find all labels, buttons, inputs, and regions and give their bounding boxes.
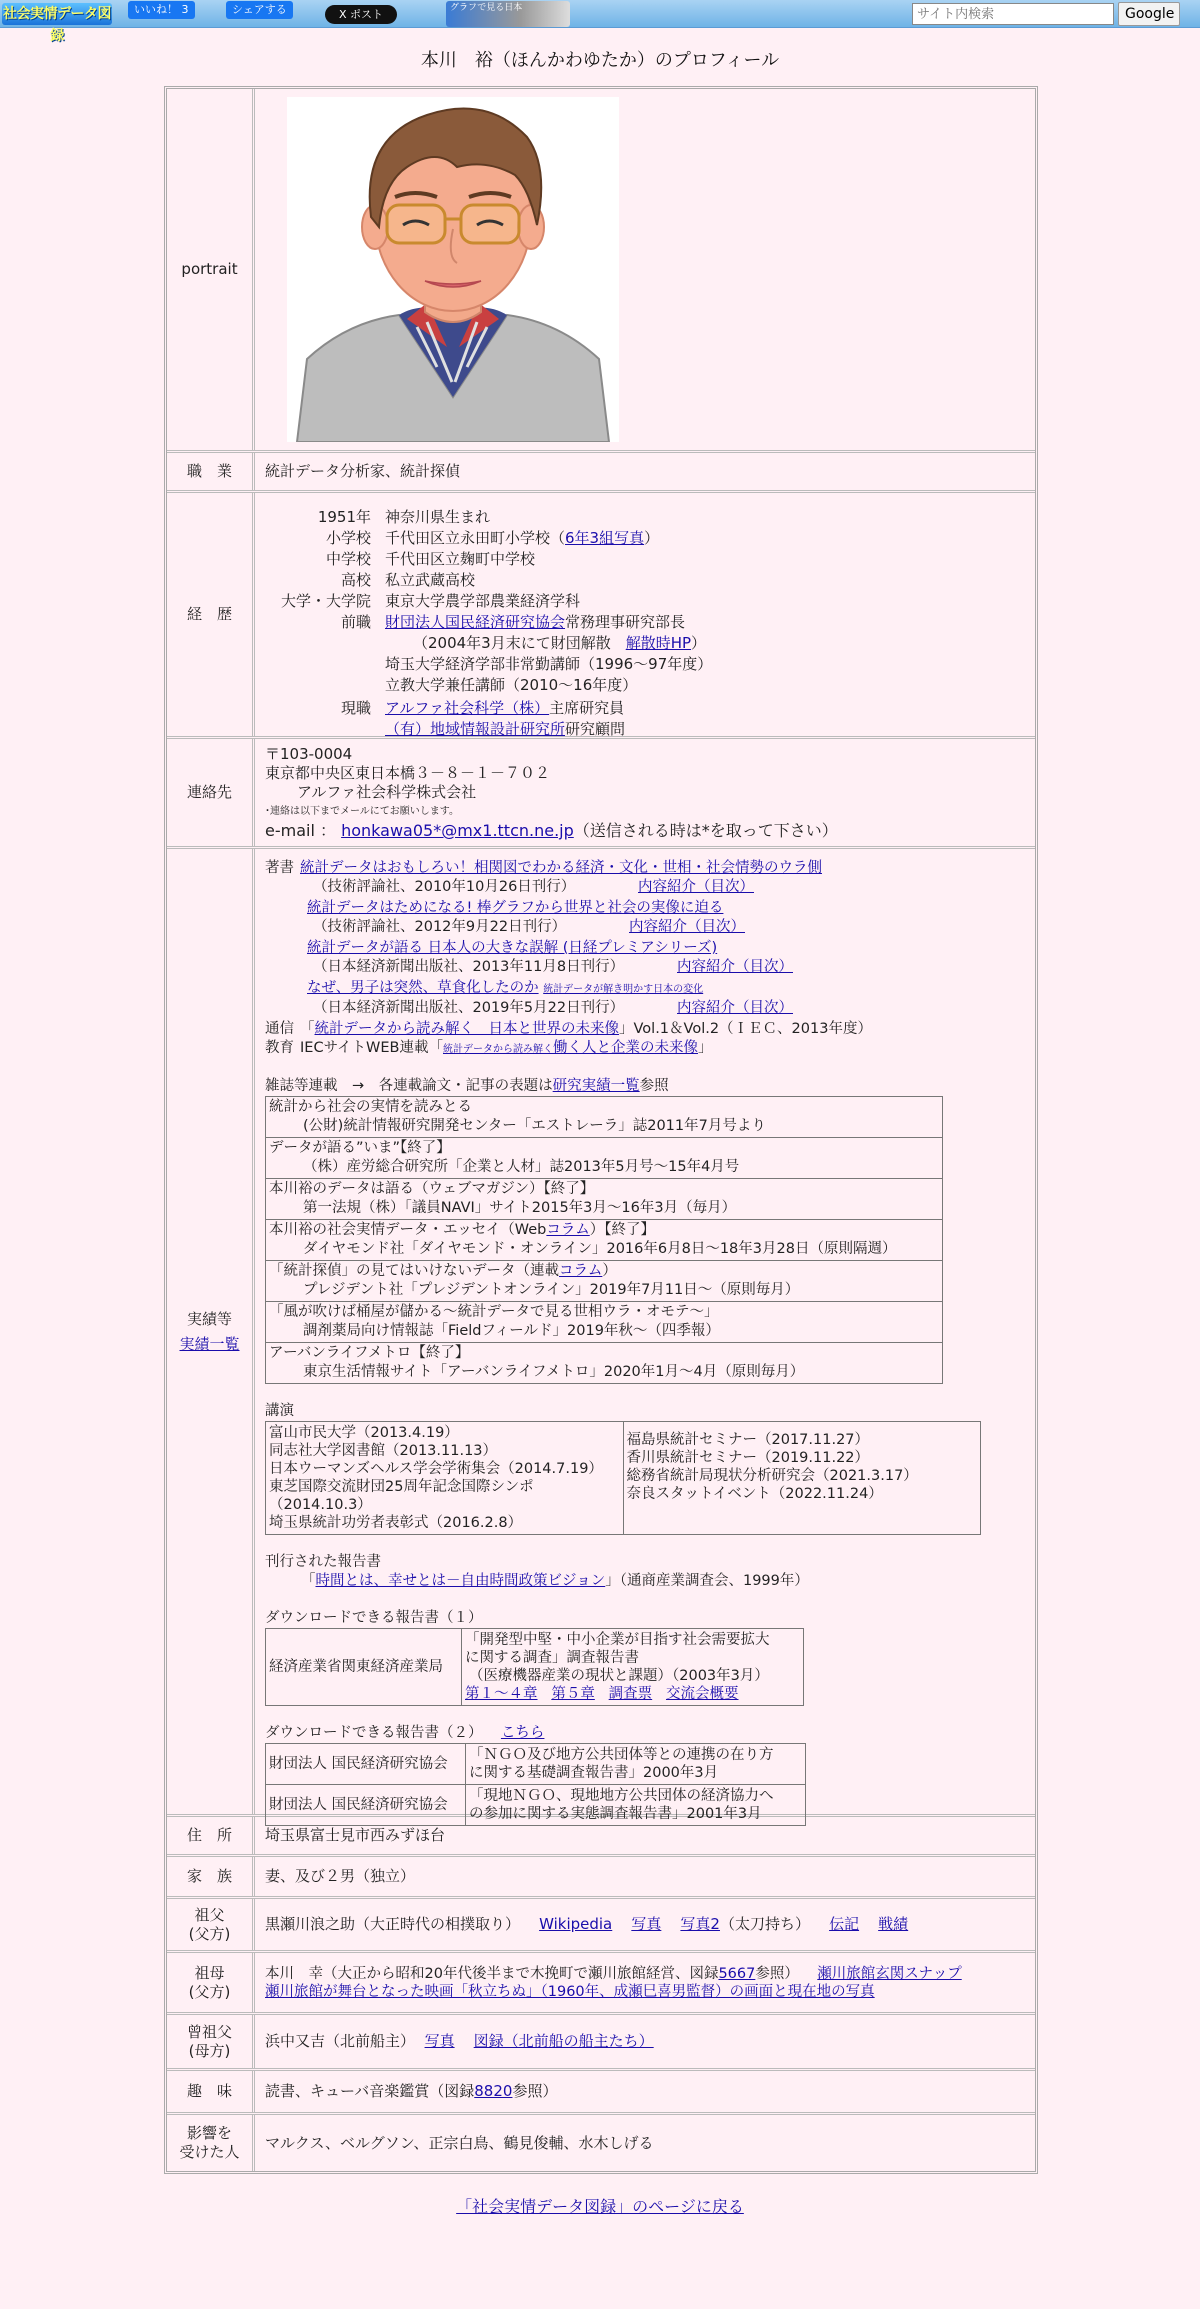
dl2-org: 財団法人 国民経済研究協会 — [266, 1744, 466, 1785]
dl1-questionnaire-link[interactable]: 調査票 — [608, 1686, 653, 1702]
record-link[interactable]: 戦績 — [878, 1915, 909, 1933]
chart-5667-link[interactable]: 5667 — [718, 1965, 756, 1982]
dl1-org: 経済産業省関東経済産業局 — [266, 1629, 462, 1706]
report-header: 刊行された報告書 — [265, 1554, 381, 1570]
career-value: 東京大学農学部農業経済学科 — [385, 592, 581, 610]
download1-table: 経済産業省関東経済産業局 「開発型中堅・中小企業が目指す社会需要拡大 に関する調査」調査報告書 （医療機器産業の現状と課題）（2003年3月） 第１～４章 第５章 調査票 交流会概要 — [265, 1628, 804, 1706]
email-link[interactable]: honkawa05*@mx1.ttcn.ne.jp — [341, 821, 574, 840]
book-toc-link[interactable]: 内容紹介（目次） — [677, 959, 793, 975]
row-career — [167, 493, 1035, 739]
career-list — [265, 503, 1025, 744]
segawa-entrance-link[interactable]: 瀬川旅館玄関スナップ — [817, 1965, 962, 1982]
book-2 — [265, 899, 1025, 918]
banner-graph-japan[interactable]: グラフで見る日本 — [446, 1, 570, 27]
lecture-col-right: 福島県統計セミナー（2017.11.27） 香川県統計セミナー（2019.11.22） 総務省統計局現状分析研究会（2021.3.17） 奈良スタットイベント（2022.11.24） — [623, 1422, 981, 1534]
book-title-link[interactable]: 統計データはおもしろい！相関図でわかる経済・文化・世相・社会情勢のウラ側 — [300, 860, 822, 876]
row-address — [167, 1817, 1035, 1857]
career-previous: 財団法人国民経済研究協会常務理事研究部長 （2004年3月末にて財団解散 解散時HP） 埼玉大学経済学部非常勤講師（1996～97年度） 立教大学兼任講師（2010～16年度） — [385, 613, 713, 694]
magazine-item: 本川裕の社会実情データ・エッセイ（Webコラム）【終了】 ダイヤモンド社「ダイヤモンド・オンライン」2016年6月8日～18年3月28日（原則隔週） — [266, 1220, 942, 1261]
book-title-link[interactable]: 統計データが語る 日本人の大きな誤解 (日経プレミアシリーズ) — [307, 940, 718, 956]
row-grandmother — [167, 1953, 1035, 2015]
book-toc-link[interactable]: 内容紹介（目次） — [638, 879, 754, 895]
chart-8820-link[interactable]: 8820 — [474, 2082, 513, 2100]
book-subtitle-link[interactable]: 統計データが解き明かす日本の変化 — [543, 984, 704, 995]
dissolution-hp-link[interactable]: 解散時HP — [625, 634, 692, 652]
book-title-link[interactable]: 統計データはためになる! 棒グラフから世界と社会の実像に迫る — [307, 900, 724, 916]
label-contact: 連絡先 — [167, 739, 255, 846]
dl2-here-link[interactable]: こちら — [500, 1725, 545, 1741]
site-search-input[interactable] — [912, 3, 1114, 25]
row-portrait — [167, 89, 1035, 453]
book-3 — [265, 939, 1025, 958]
career-key: 現職 — [340, 699, 371, 717]
top-bar — [0, 0, 1200, 44]
photo2-link[interactable]: 写真2 — [680, 1915, 720, 1933]
kyoiku-small-link[interactable]: 統計データから読み解く — [443, 1044, 553, 1055]
magazine-item: 「統計探偵」の見てはいけないデータ（連載コラム） プレジデント社「プレジデントオンライン」2019年7月11日～（原則毎月） — [266, 1261, 942, 1302]
row-works: 実績等 実績一覧 著書 統計データはおもしろい！相関図でわかる経済・文化・世相・社会情勢のウラ側 （技術評論社、2010年10月26日刊行） 内容紹介（目次） 統計データはためになる! 棒グラフから世界と社会の実像に迫る （技術評論社、2012年9月22日刊行） 内容紹介（目次） 統計データが語る 日本人の大きな誤解 (日経プレミアシリーズ) （日本経済新聞出版社、2013年11月8日刊行） 内容紹介（目次） なぜ、男子は突然、草食化したのか 統計データが解き明かす日本の変化 （日本経済新聞出版社、2019年5月22日刊行） 内容紹介（目次） 通信 「統計データから読み解く 日本と世界の未来像」Vol.1＆Vol.2（ＩＥＣ、2013年度） 教育 IECサイトWEB連載「統計データから読み解く働く人と企業の未来像」 雑誌等連載 → 各連載論文・記事の表題は研究実績一覧参照 統計から社会の実情を読みとる (公財)統計情報研究開発センター「エストレーラ」誌2011年7月号より データが語る”いま”【終了】 （株）産労総合研究所「企業と人材」誌2013年5月号～15年4月号 本川裕のデータは語る（ウェブマガジン）【終了】 第一法規（株）「議員NAVI」サイト2015年3月～16年3月（毎月） 本川裕の社会実情データ・エッセイ（Webコラム）【終了】 ダイヤモンド社「ダイヤモンド・オンライン」2016年6月8日～18年3月28日（原則隔週） 「統計探偵」の見てはいけないデータ（連載コラム） プレジデント社「プレジデントオンライン」2019年7月11日～（原則毎月） 「風が吹けば桶屋が儲かる～統計データで見る世相ウラ・オモテ～」 調剤薬局向け情報誌「Fieldフィールド」2019年秋～（四季報） アーバンライフメトロ【終了】 東京生活情報サイト「アーバンライフメトロ」2020年1月～4月（原則毎月） 講演 富山市民大学（2013.4.19） 同志社大学図書館（2013.11.13） 日本ウーマンズヘルス学会学術集会（2014.7.19） 東芝国際交流財団25周年記念国際シンポ（2014.10.3） 埼玉県統計功労者表彰式（2016.2.8） 福島県統計セミナー（2017.11.27） 香川県統計セミナー（2019.11.22） 総務省統計局現状分析研究会（2021.3.17） 奈良スタットイベント（2022.11.24） 刊行された報告書 「時間とは、幸せとは－自由時間政策ビジョン」（通商産業調査会、1999年） ダウンロードできる報告書（１） 経済産業省関東経済産業局 「開発型中堅・中小企業が目指す社会需要拡大 に関する調査」調査報告書 （医療機器産業の現状と課題）（2003年3月） 第１～４章 第５章 調査票 交流会概要 ダウンロードできる報告書（２） こちら 財団法人 国民経済研究協会 「ＮＧＯ及び地方公共団体等との連携の在り方 に関する基礎調査報告書」2000年3月 財団法人 国民経済研究協会 「現地ＮＧＯ、現地地方公共団体の経済協力へ の参加に関する実態調査報告書」2001年3月 — [167, 849, 1035, 1817]
label-occupation: 職 業 — [167, 453, 255, 490]
profile-table — [164, 86, 1038, 2174]
works-label-text: 実績等 — [186, 1309, 232, 1328]
row-contact — [167, 739, 1035, 849]
biography-link[interactable]: 伝記 — [829, 1915, 860, 1933]
segawa-movie-link[interactable]: 瀬川旅館が舞台となった映画「秋立ちぬ」（1960年、成瀬巳喜男監督）の画面と現在地の写真 — [265, 1983, 875, 2000]
book-toc-link[interactable]: 内容紹介（目次） — [629, 919, 745, 935]
contact-zip: 〒103-0004 — [265, 745, 353, 763]
magazine-header: 雑誌等連載 → 各連載論文・記事の表題は研究実績一覧参照 — [265, 1078, 669, 1094]
photo-link[interactable]: 写真 — [631, 1915, 662, 1933]
ggf-photo-link[interactable]: 写真 — [424, 2032, 455, 2050]
alpha-social-science-link[interactable]: アルファ社会科学（株） — [385, 699, 550, 717]
lecture-col-left: 富山市民大学（2013.4.19） 同志社大学図書館（2013.11.13） 日本ウーマンズヘルス学会学術集会（2014.7.19） 東芝国際交流財団25周年記念国際シンポ（2014.10.3） 埼玉県統計功労者表彰式（2016.2.8） — [269, 1425, 603, 1531]
book-1: 著書 統計データはおもしろい！相関図でわかる経済・文化・世相・社会情勢のウラ側 — [265, 860, 822, 876]
career-key: 1951年 — [317, 508, 371, 526]
magazine-item: 「風が吹けば桶屋が儲かる～統計データで見る世相ウラ・オモテ～」 調剤薬局向け情報誌「Fieldフィールド」2019年秋～（四季報） — [266, 1302, 942, 1343]
dl1-chapter1-4-link[interactable]: 第１～４章 — [465, 1686, 538, 1702]
influence-value: マルクス、ベルグソン、正宗白鳥、鶴見俊輔、水木しげる — [265, 2133, 654, 2152]
career-value: 私立武蔵高校 — [385, 571, 476, 589]
regional-info-design-link[interactable]: （有）地域情報設計研究所 — [385, 720, 566, 738]
wikipedia-link[interactable]: Wikipedia — [539, 1915, 613, 1933]
career-current: アルファ社会科学（株）主席研究員 （有）地域情報設計研究所研究顧問 — [385, 699, 626, 738]
contact-company: アルファ社会科学株式会社 — [297, 783, 477, 801]
family-value: 妻、及び２男（独立） — [265, 1867, 416, 1885]
row-occupation — [167, 453, 1035, 493]
career-key: 前職 — [340, 613, 371, 631]
portrait-illustration — [287, 97, 619, 442]
download2-header: ダウンロードできる報告書（２） こちら — [265, 1725, 545, 1741]
dl1-exchange-link[interactable]: 交流会概要 — [665, 1686, 739, 1702]
label-career: 経 歴 — [167, 493, 255, 736]
back-to-top-link-wrap — [0, 2194, 1200, 2217]
magazine-list — [265, 1096, 943, 1384]
book-toc-link[interactable]: 内容紹介（目次） — [677, 1000, 793, 1016]
contact-address: 東京都中央区東日本橋３－８－１－７０２ — [265, 764, 551, 782]
class-photo-link[interactable]: 6年3組写真 — [565, 529, 645, 547]
book-4 — [265, 979, 1025, 999]
row-family — [167, 1857, 1035, 1899]
label-hobby: 趣 味 — [167, 2071, 255, 2112]
x-post-button[interactable]: X ポスト — [325, 5, 397, 24]
grandfather-value: 黒瀬川浪之助（大正時代の相撲取り） Wikipedia 写真 写真2（太刀持ち） 伝記 戦績 — [265, 1915, 909, 1933]
kokumin-keizai-link[interactable]: 財団法人国民経済研究協会 — [385, 613, 566, 631]
works-list-link[interactable]: 実績一覧 — [179, 1334, 240, 1353]
tsushin-line: 通信 「統計データから読み解く 日本と世界の未来像」Vol.1＆Vol.2（ＩＥＣ、2013年度） — [265, 1021, 872, 1037]
magazine-item: 統計から社会の実情を読みとる (公財)統計情報研究開発センター「エストレーラ」誌2011年7月号より — [266, 1097, 942, 1138]
occupation-value: 統計データ分析家、統計探偵 — [265, 462, 461, 480]
career-key: 高校 — [340, 571, 371, 589]
kitamae-ship-link[interactable]: 図録（北前船の船主たち） — [473, 2032, 654, 2050]
label-grandmother: 祖母 (父方) — [167, 1953, 255, 2012]
column-link[interactable]: コラム — [546, 1222, 590, 1238]
label-influence: 影響を 受けた人 — [167, 2115, 255, 2171]
facebook-like-button[interactable]: いいね！ 3 — [128, 1, 195, 19]
label-grandfather: 祖父 (父方) — [167, 1899, 255, 1950]
research-list-link[interactable]: 研究実績一覧 — [552, 1078, 640, 1094]
label-family: 家 族 — [167, 1857, 255, 1896]
tsushin-link[interactable]: 統計データから読み解く 日本と世界の未来像 — [314, 1021, 619, 1037]
lecture-list — [265, 1421, 981, 1535]
row-grandfather — [167, 1899, 1035, 1953]
kyoiku-line: 教育 IECサイトWEB連載「統計データから読み解く働く人と企業の未来像」 — [265, 1040, 713, 1056]
address-value: 埼玉県富士見市西みずほ台 — [265, 1826, 446, 1844]
book-title-link[interactable]: なぜ、男子は突然、草食化したのか — [307, 980, 539, 996]
row-great-grandfather — [167, 2015, 1035, 2071]
career-key: 小学校 — [325, 529, 371, 547]
back-to-top-link[interactable]: 「社会実情データ図録」のページに戻る — [456, 2197, 744, 2216]
career-value: 神奈川県生まれ — [385, 508, 491, 526]
contact-email-line: e-mail ： honkawa05*@mx1.ttcn.ne.jp（送信される時は*を取って下さい） — [265, 821, 838, 840]
kyoiku-link[interactable]: 働く人と企業の未来像 — [553, 1040, 698, 1056]
hobby-value: 読書、キューバ音楽鑑賞（図録8820参照） — [265, 2082, 558, 2100]
contact-note: ･連絡は以下までメールにてお願いします。 — [265, 806, 459, 817]
great-grandfather-value: 浜中又吉（北前船主） 写真 図録（北前船の船主たち） — [265, 2032, 654, 2050]
facebook-share-button[interactable]: シェアする — [226, 1, 293, 19]
dl1-chapter5-link[interactable]: 第５章 — [551, 1686, 595, 1702]
magazine-item: 本川裕のデータは語る（ウェブマガジン）【終了】 第一法規（株）「議員NAVI」サイト2015年3月～16年3月（毎月） — [266, 1179, 942, 1220]
label-great-grandfather: 曾祖父 (母方) — [167, 2015, 255, 2068]
career-key: 大学・大学院 — [280, 592, 371, 610]
lecture-header: 講演 — [265, 1403, 294, 1419]
report-line: 「時間とは、幸せとは－自由時間政策ビジョン」（通商産業調査会、1999年） — [301, 1573, 809, 1589]
label-portrait: portrait — [167, 89, 255, 450]
career-key: 中学校 — [325, 550, 371, 568]
row-hobby — [167, 2071, 1035, 2115]
label-address: 住 所 — [167, 1817, 255, 1854]
column-link[interactable]: コラム — [559, 1263, 603, 1279]
label-works — [167, 849, 255, 1814]
career-value: 千代田区立麹町中学校 — [385, 550, 536, 568]
dl2-org: 財団法人 国民経済研究協会 — [266, 1785, 466, 1826]
row-influence — [167, 2115, 1035, 2171]
download1-header: ダウンロードできる報告書（１） — [265, 1610, 483, 1626]
page-title: 本川 裕（ほんかわゆたか）のプロフィール — [420, 50, 780, 71]
report-link[interactable]: 時間とは、幸せとは－自由時間政策ビジョン — [315, 1573, 606, 1589]
career-value: 千代田区立永田町小学校（6年3組写真） — [385, 529, 660, 547]
magazine-item: アーバンライフメトロ【終了】 東京生活情報サイト「アーバンライフメトロ」2020年1月～4月（原則毎月） — [269, 1345, 805, 1380]
grandmother-value: 本川 幸（大正から昭和20年代後半まで木挽町で瀬川旅館経営、図録5667参照） 瀬川旅館玄関スナップ 瀬川旅館が舞台となった映画「秋立ちぬ」（1960年、成瀬巳喜男監督）の画面と現在地の写真 — [265, 1965, 962, 2000]
site-logo[interactable]: 社会実情データ図録 — [2, 3, 112, 25]
download2-table: 財団法人 国民経済研究協会 「ＮＧＯ及び地方公共団体等との連携の在り方 に関する基礎調査報告書」2000年3月 財団法人 国民経済研究協会 「現地ＮＧＯ、現地地方公共団体の経済協力へ の参加に関する実態調査報告書」2001年3月 — [265, 1743, 806, 1826]
google-search-button[interactable]: Google — [1118, 2, 1180, 26]
magazine-item: データが語る”いま”【終了】 （株）産労総合研究所「企業と人材」誌2013年5月号～15年4月号 — [266, 1138, 942, 1179]
